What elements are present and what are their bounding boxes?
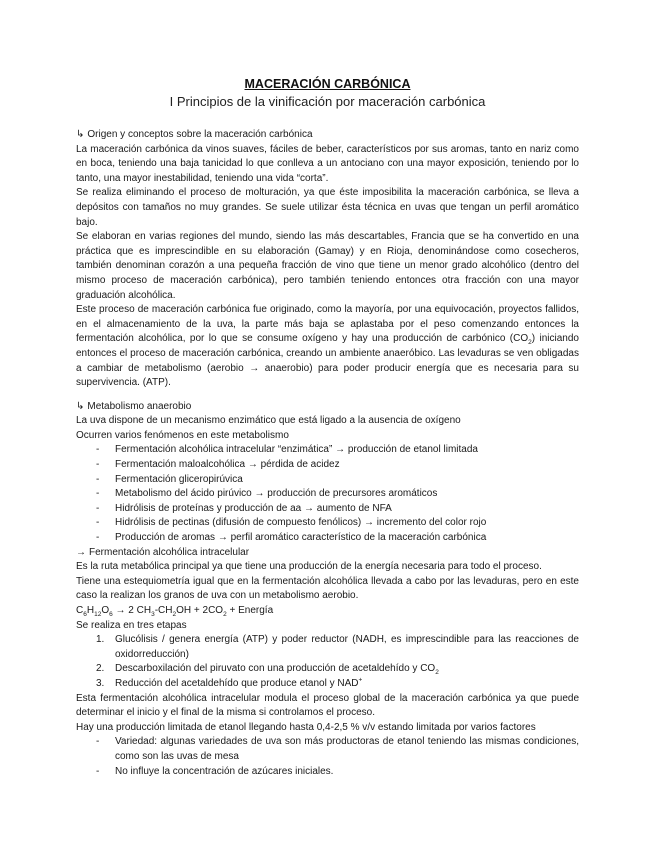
paragraph: Tiene una estequiometría igual que en la fermentación alcohólica llevada a cabo por las levaduras, pero en este caso la realizan los granos de uva con un metabolismo aerobio. [76, 575, 579, 602]
list-item: 2. Descarboxilación del piruvato con una producción de acetaldehído y $CO_2$ [96, 663, 439, 677]
list-item: - No influye la concentración de azúcares iniciales. [76, 765, 579, 780]
chemical-formula: $C_6H_{12}O_6 \to 2$ $CH_3-CH_2OH + 2CO_2$ + Energía [76, 605, 274, 618]
list-item: - Hidrólisis de pectinas (difusión de compuesto fenólicos) → incremento del color rojo [76, 516, 579, 531]
document-title: MACERACIÓN CARBÓNICA [244, 77, 411, 91]
paragraph: Ocurren varios fenómenos en este metabolismo [76, 429, 289, 441]
paragraph: Se realiza eliminando el proceso de molturación, ya que éste imposibilita la maceración carbónica, se lleva a depósitos con tamaños no muy grandes. Se suele utilizar ésta técnica en uvas que tengan un perfil aromático bajo. [76, 187, 579, 228]
section-heading-origen: ↳ Origen y conceptos sobre la maceración carbónica [76, 128, 579, 143]
stages-list [76, 633, 579, 691]
section-heading-fermentacion: → Fermentación alcohólica intracelular [76, 546, 579, 561]
section-heading-metabolismo: ↳ Metabolismo anaerobio [76, 400, 579, 415]
phenomena-list [76, 443, 579, 545]
list-item: - Metabolismo del ácido pirúvico → producción de precursores aromáticos [76, 487, 579, 502]
arrow-icon: ↳ [76, 400, 85, 412]
paragraph: La uva dispone de un mecanismo enzimático que está ligado a la ausencia de oxígeno [76, 415, 461, 427]
list-item: 3. Reducción del acetaldehído que produce etanol y NAD+ [96, 676, 363, 689]
list-item: - Hidrólisis de proteínas y producción de aa → aumento de NFA [76, 502, 579, 517]
factors-list [76, 735, 579, 779]
document-subtitle: I Principios de la vinificación por maceración carbónica [169, 94, 486, 109]
arrow-icon: ↳ [76, 129, 85, 140]
paragraph: Este proceso de maceración carbónica fue originado, como la mayoría, por una equivocación, proyectos fallidos, en el almacenamiento de la uva, la parte más baja se aplastaba por el peso comenzando entonces la fermentación alcohólica, por lo que se consume oxígeno y hay una producción de carbónico $(CO_2)$ iniciando entonces el proceso de maceración carbónica, creando un ambiente anaeróbico. Las levaduras se ven obligadas a cambiar de metabolismo (aerobio → anaerobio) para poder producir energía que es necesaria para su supervivencia. (ATP). [76, 304, 579, 389]
paragraph: Esta fermentación alcohólica intracelular modula el proceso global de la maceración carbónica ya que puede determinar el inicio y el final de la misma si controlamos el proceso. [76, 692, 579, 719]
paragraph: Se realiza en tres etapas [76, 619, 187, 631]
paragraph: Hay una producción limitada de etanol llegando hasta 0,4-2,5 % v/v estando limitada por varios factores [76, 721, 536, 733]
list-item: 1. Glucólisis / genera energía (ATP) y poder reductor (NADH, es imprescindible para las reacciones de oxidorreducción) [96, 634, 579, 660]
list-item: - Fermentación alcohólica intracelular “enzimática” → producción de etanol limitada [76, 443, 579, 458]
list-item: - Fermentación maloalcohólica → pérdida de acidez [76, 458, 579, 473]
list-item: - Producción de aromas → perfil aromático característico de la maceración carbónica [76, 531, 579, 546]
document-body [76, 128, 579, 779]
list-item: - Fermentación gliceropirúvica [76, 473, 579, 488]
paragraph: Es la ruta metabólica principal ya que tiene una producción de la energía necesaria para todo el proceso. [76, 561, 542, 573]
paragraph: La maceración carbónica da vinos suaves, fáciles de beber, característicos por sus aromas, tanto en nariz como en boca, teniendo una baja tanicidad lo que conlleva a un antociano con una mayor exposición, teniendo por lo tanto, una mayor inestabilidad, teniendo una vida “corta”. [76, 143, 579, 184]
arrow-icon: → [76, 546, 86, 558]
paragraph: Se elaboran en varias regiones del mundo, siendo las más descartables, Francia que se ha convertido en una práctica que es imprescindible en su elaboración (Gamay) y en Rioja, denominándose como cosecheros, también denominan corazón a una pequeña fracción de vino que tiene un menor grado alcohólico (dentro del mismo proceso de maceración carbónica), pero también teniendo entonces otra fracción con una mayor graduación alcohólica. [76, 231, 579, 301]
list-item: - Variedad: algunas variedades de uva son más productoras de etanol teniendo las mismas condiciones, como son las uvas de mesa [76, 735, 579, 764]
